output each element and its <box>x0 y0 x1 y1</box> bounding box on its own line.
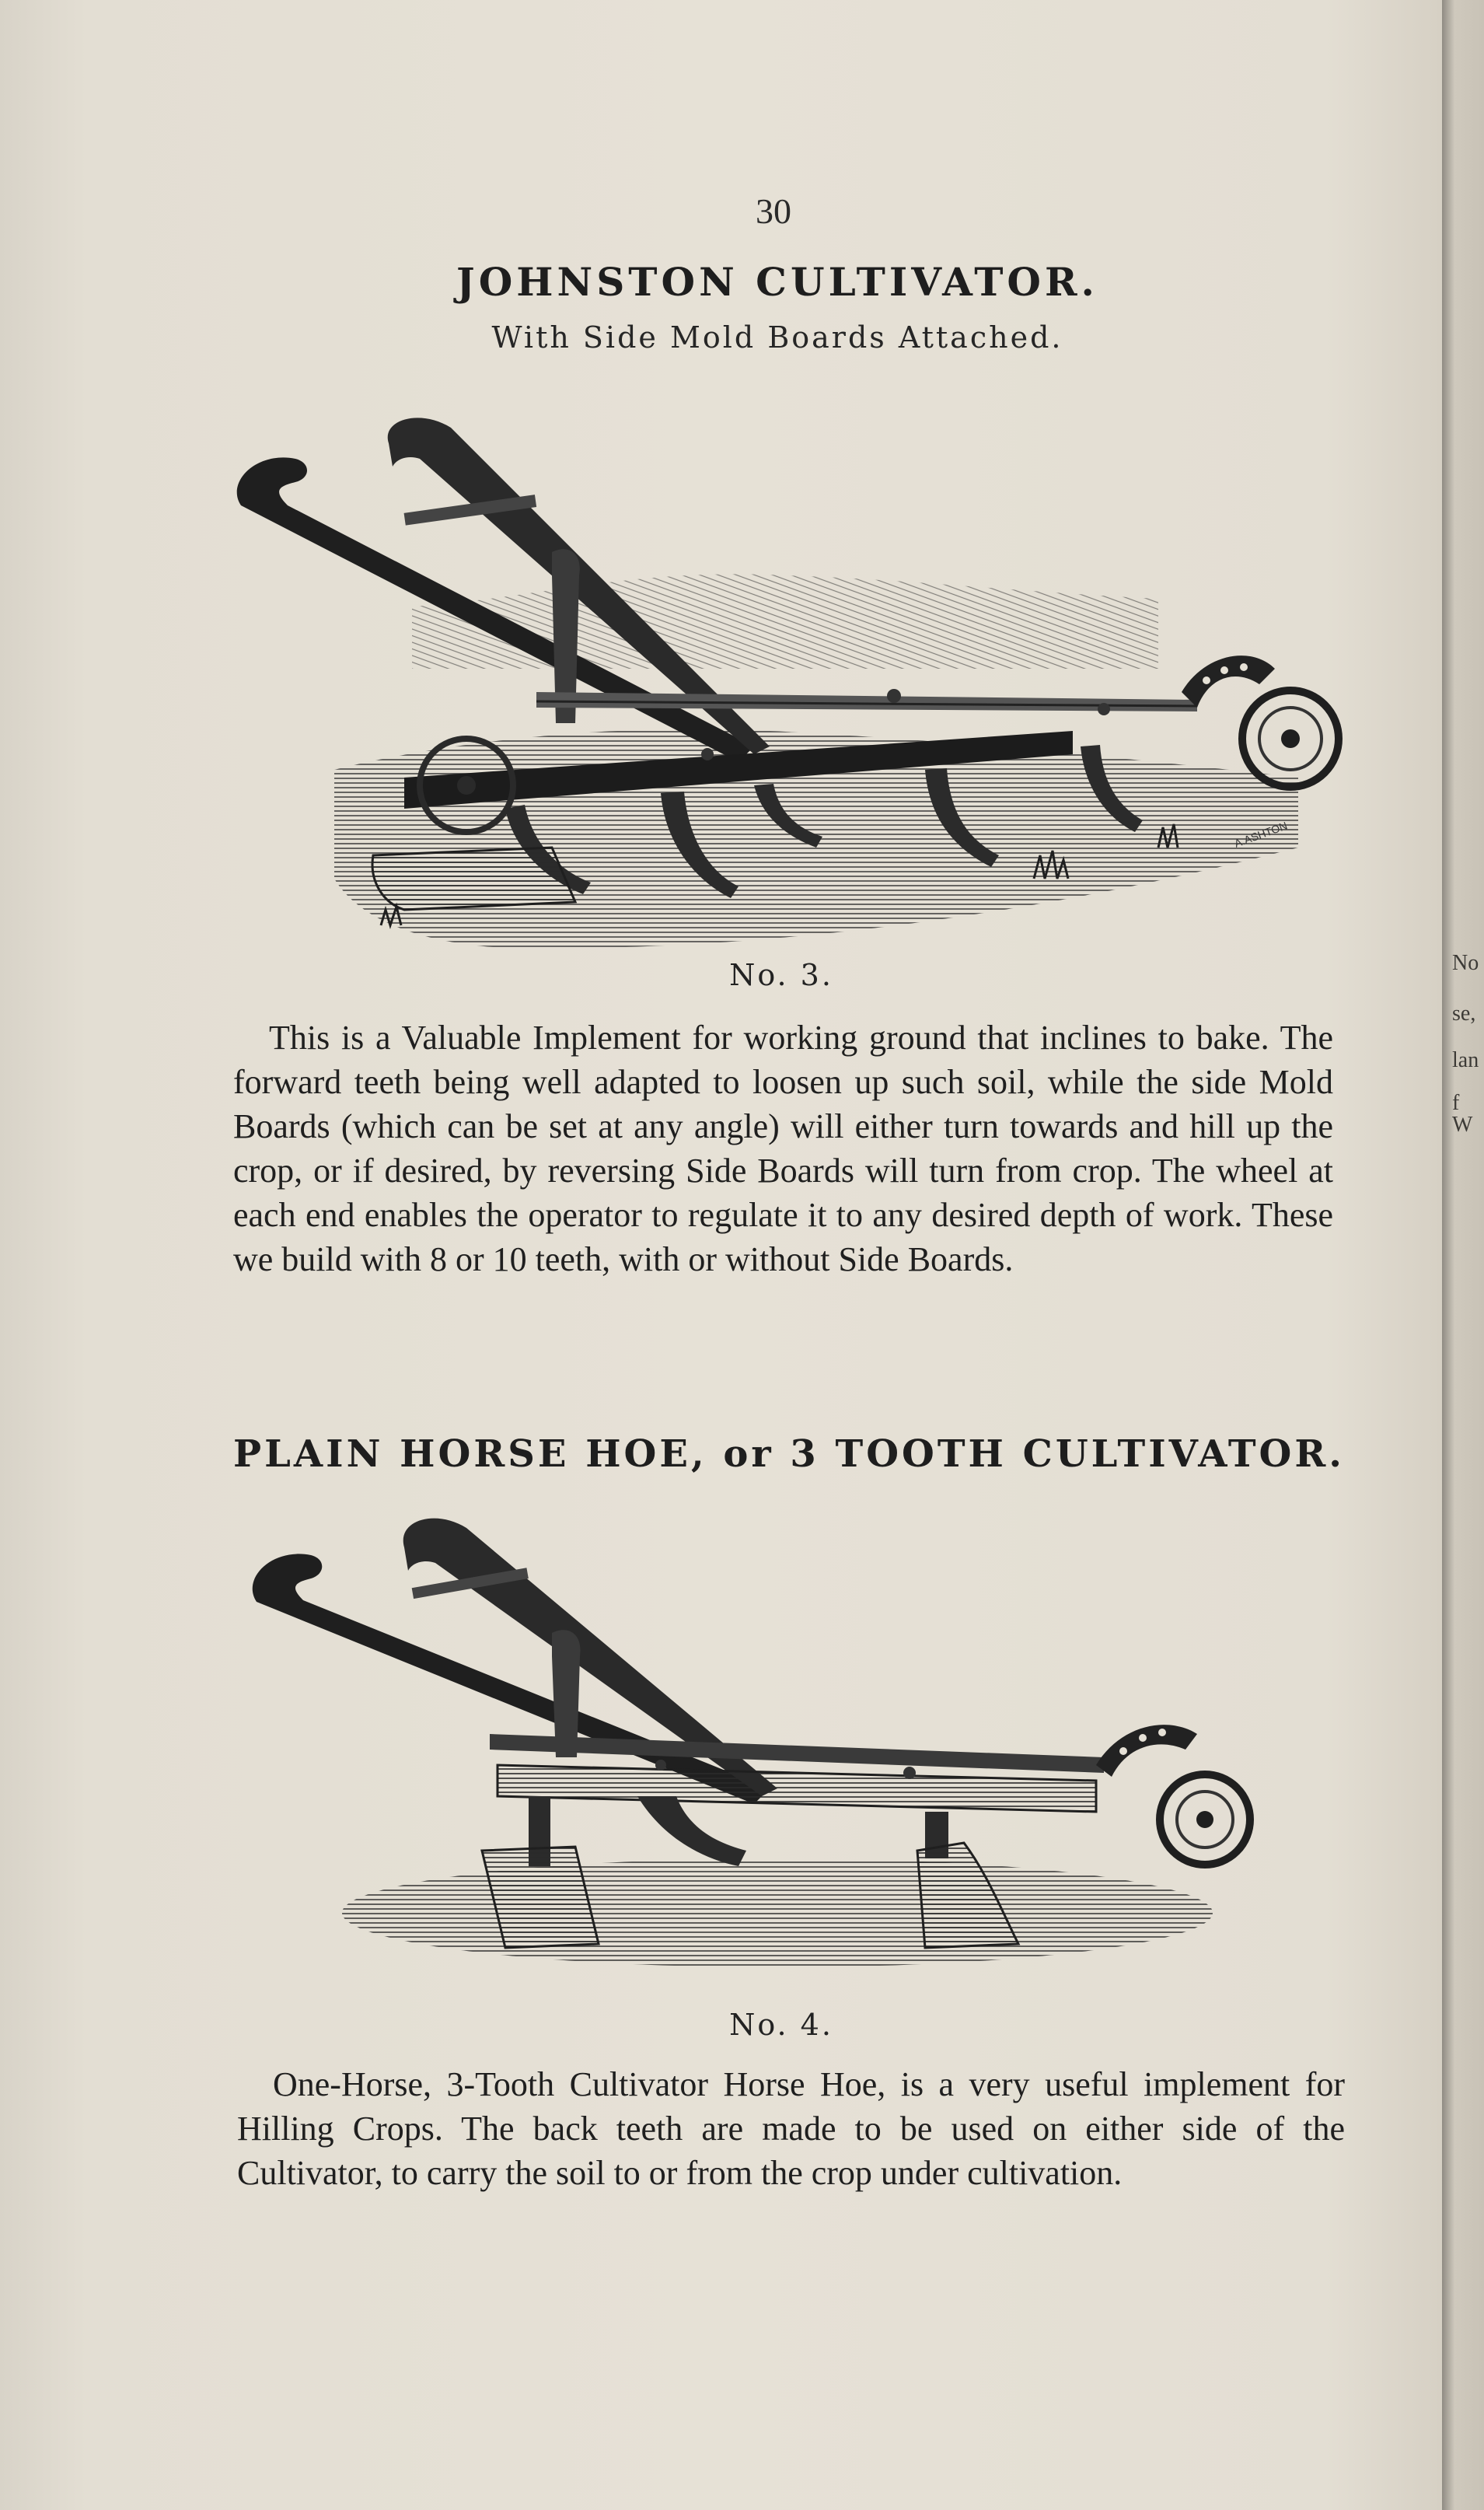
johnston-cultivator-illustration <box>225 412 1345 972</box>
engraver-signature: A.ASHTON <box>1232 819 1290 850</box>
background-hatching <box>412 574 1158 669</box>
front-wheel-bracket <box>1096 1725 1197 1777</box>
page-number: 30 <box>756 191 791 231</box>
facing-page-fragment: lan <box>1452 1048 1479 1072</box>
section-title-plain-horse-hoe: PLAIN HORSE HOE, or 3 TOOTH CULTIVATOR. <box>233 1432 1345 1476</box>
facing-page-fragment: se, <box>1452 1002 1476 1026</box>
facing-page-fragment: No <box>1452 951 1479 975</box>
facing-page-fragment: f W <box>1452 1091 1473 1137</box>
johnston-cultivator-description: This is a Valuable Implement for working ground that inclines to bake. The forward teeth being well adapted to loosen up such soil, while the side Mold Boards (which can be set at any angle) will either turn towards and hill up the crop, or if desired, by reversing Side Boards will turn from crop. The wheel at each end enables the operator to regulate it to any desired depth of work. These we build with 8 or 10 teeth, with or without Side Boards. <box>233 1019 1333 1278</box>
middle-tooth <box>637 1796 746 1866</box>
section-title-johnston-cultivator: JOHNSTON CULTIVATOR. <box>456 259 1098 305</box>
ground-shadow <box>342 1858 1213 1967</box>
frame-main-beam <box>498 1765 1096 1812</box>
section-subtitle: With Side Mold Boards Attached. <box>491 320 1063 355</box>
plain-horse-hoe-description: One-Horse, 3-Tooth Cultivator Horse Hoe, is a very useful implement for Hilling Crops. The back teeth are made to be used on either side of the Cultivator, to carry the soil to or from the crop under cultivation. <box>237 2065 1345 2192</box>
side-mold-board <box>372 848 575 910</box>
figure-caption-no-4: No. 4. <box>729 2008 833 2042</box>
figure-caption-no-3: No. 3. <box>729 958 833 992</box>
facing-page-edge <box>1442 0 1484 2510</box>
plain-horse-hoe-illustration <box>241 1501 1275 2014</box>
